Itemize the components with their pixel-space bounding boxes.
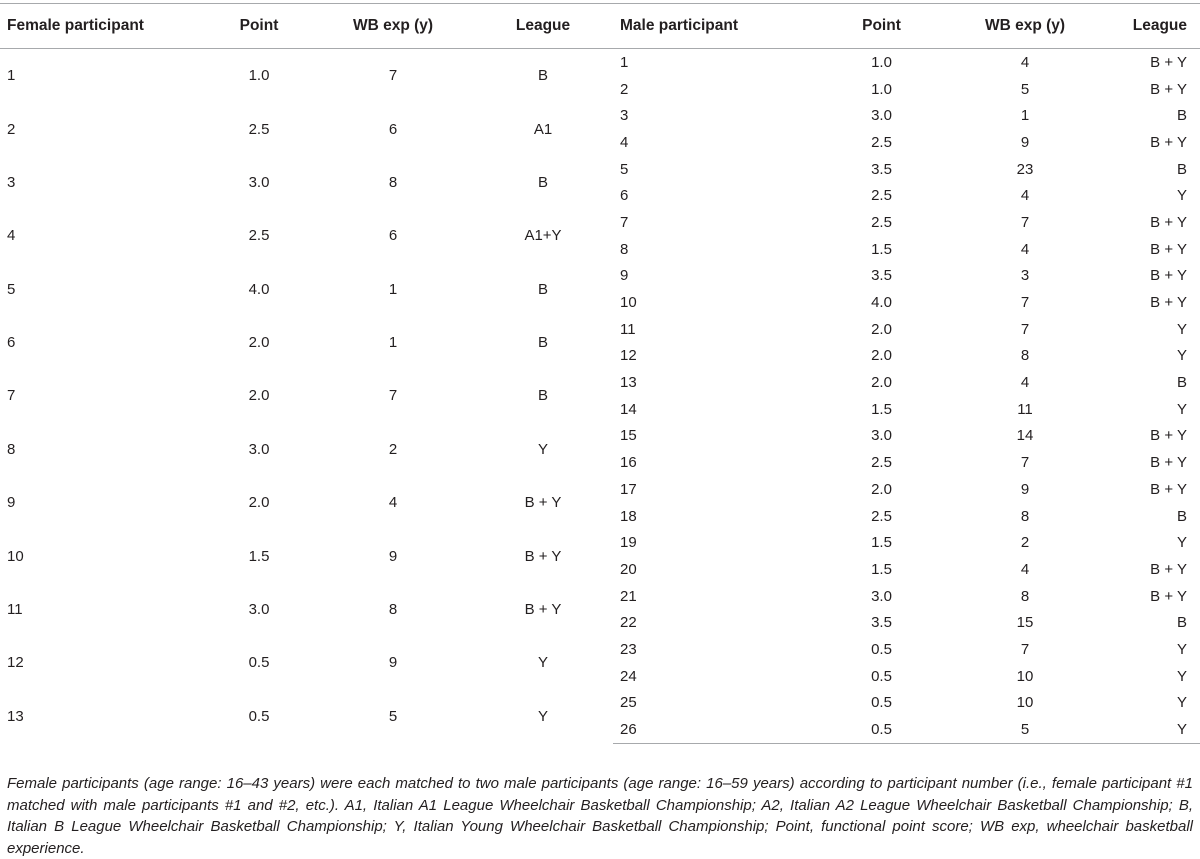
male-point-cell: 3.5 — [871, 160, 892, 178]
male-wb-exp-cell: 8 — [1020, 507, 1030, 525]
female-wb-exp-cell: 7 — [388, 387, 398, 405]
male-point-cell: 2.0 — [871, 480, 892, 498]
female-participant-cell: 1 — [7, 67, 16, 85]
female-wb-exp-cell: 8 — [388, 600, 398, 618]
header-male-participant: Male participant — [613, 4, 818, 49]
male-wb-exp-cell: 14 — [1016, 427, 1034, 445]
header-male-league: League — [1105, 4, 1200, 49]
female-participant-cell: 4 — [7, 227, 16, 245]
male-point-cell: 0.5 — [871, 694, 892, 712]
male-wb-exp-cell: 7 — [1020, 213, 1030, 231]
male-participant-cell: 23 — [620, 640, 637, 658]
female-participant-cell: 6 — [7, 334, 16, 352]
female-point-cell: 2.5 — [248, 227, 270, 245]
male-league-cell: Y — [1176, 534, 1187, 552]
male-league-cell: B — [1176, 107, 1187, 125]
male-wb-exp-cell: 5 — [1020, 80, 1030, 98]
male-point-cell: 2.0 — [871, 320, 892, 338]
male-league-cell: Y — [1105, 716, 1200, 743]
male-league-cell: Y — [1176, 347, 1187, 365]
male-league-cell: B + Y — [1150, 294, 1187, 312]
male-participant-cell: 18 — [620, 507, 637, 525]
female-point-cell: 2.0 — [248, 494, 270, 512]
male-participant-cell: 2 — [620, 80, 629, 98]
female-participant-cell: 13 — [7, 707, 24, 725]
male-point-cell: 2.0 — [871, 374, 892, 392]
male-point-cell: 0.5 — [871, 667, 892, 685]
table-row — [0, 583, 1200, 610]
header-female-point: Point — [205, 4, 313, 49]
participants-table — [0, 3, 1200, 744]
male-wb-exp-cell: 5 — [945, 716, 1105, 743]
female-league-cell: B + Y — [524, 494, 562, 512]
female-wb-exp-cell: 2 — [388, 440, 398, 458]
male-wb-exp-cell: 10 — [1016, 694, 1034, 712]
male-league-cell: Y — [1176, 640, 1187, 658]
female-point-cell: 0.5 — [248, 654, 270, 672]
table-row — [0, 209, 1200, 236]
table-row — [0, 102, 1200, 129]
male-point-cell: 0.5 — [871, 640, 892, 658]
female-league-cell: B — [537, 387, 548, 405]
male-participant-cell: 20 — [620, 560, 637, 578]
male-point-cell: 2.5 — [871, 213, 892, 231]
female-league-cell: B — [537, 173, 548, 191]
male-wb-exp-cell: 15 — [1016, 614, 1034, 632]
male-participant-cell: 21 — [620, 587, 637, 605]
female-participant-cell: 9 — [7, 494, 16, 512]
female-wb-exp-cell: 6 — [388, 120, 398, 138]
male-league-cell: B + Y — [1150, 454, 1187, 472]
female-league-cell: Y — [537, 440, 548, 458]
female-point-cell: 2.0 — [248, 334, 270, 352]
male-league-cell: B + Y — [1150, 80, 1187, 98]
male-league-cell: Y — [1176, 667, 1187, 685]
male-wb-exp-cell: 4 — [1020, 374, 1030, 392]
male-participant-cell: 22 — [620, 614, 637, 632]
male-point-cell: 2.0 — [871, 347, 892, 365]
female-point-cell: 0.5 — [248, 707, 270, 725]
female-participant-cell: 11 — [7, 600, 23, 618]
male-league-cell: Y — [1176, 320, 1187, 338]
male-league-cell: B + Y — [1150, 53, 1187, 71]
header-female-wb-exp: WB exp (y) — [313, 4, 473, 49]
male-point-cell: 1.5 — [871, 400, 892, 418]
male-participant-cell: 15 — [620, 427, 637, 445]
male-league-cell: Y — [1176, 694, 1187, 712]
male-participant-cell: 8 — [620, 240, 629, 258]
header-male-point: Point — [818, 4, 945, 49]
female-point-cell: 1.0 — [248, 67, 270, 85]
male-participant-cell: 7 — [620, 213, 629, 231]
male-point-cell: 2.5 — [871, 133, 892, 151]
female-wb-exp-cell: 1 — [388, 334, 398, 352]
header-male-wb-exp: WB exp (y) — [945, 4, 1105, 49]
table-footnote: Female participants (age range: 16–43 years) were each matched to two male participants (age range: 16–59 years) according to participant number (i.e., female participant #1 matched with male participants #1 and #2, etc.). A1, Italian A1 League Wheelchair Basketball Championship; A2, Italian A2 League Wheelchair Basketball Championship; B, Italian B League Wheelchair Basketball Championship; Y, Italian Young Wheelchair Basketball Championship; Point, functional point score; WB exp, wheelchair basketball experience. — [7, 775, 1193, 857]
male-wb-exp-cell: 7 — [1020, 454, 1030, 472]
male-wb-exp-cell: 2 — [1020, 534, 1030, 552]
female-participant-cell: 10 — [7, 547, 24, 565]
male-league-cell: B + Y — [1150, 480, 1187, 498]
table-row — [0, 423, 1200, 450]
female-wb-exp-cell: 1 — [388, 280, 398, 298]
male-wb-exp-cell: 4 — [1020, 560, 1030, 578]
female-league-cell: B + Y — [524, 547, 562, 565]
male-point-cell: 4.0 — [871, 294, 892, 312]
female-wb-exp-cell: 8 — [388, 173, 398, 191]
male-point-cell: 3.5 — [871, 267, 892, 285]
male-league-cell: B — [1176, 507, 1187, 525]
male-point-cell: 2.5 — [871, 454, 892, 472]
female-point-cell: 4.0 — [248, 280, 270, 298]
male-point-cell: 1.5 — [871, 560, 892, 578]
male-league-cell: Y — [1176, 187, 1187, 205]
male-wb-exp-cell: 4 — [1020, 187, 1030, 205]
male-wb-exp-cell: 8 — [1020, 587, 1030, 605]
male-wb-exp-cell: 4 — [1020, 53, 1030, 71]
male-wb-exp-cell: 7 — [1020, 320, 1030, 338]
male-wb-exp-cell: 3 — [1020, 267, 1030, 285]
female-league-cell: B — [537, 280, 548, 298]
male-wb-exp-cell: 9 — [1020, 480, 1030, 498]
female-league-cell: B — [537, 334, 548, 352]
table-row — [0, 636, 1200, 663]
male-participant-cell: 6 — [620, 187, 629, 205]
male-participant-cell: 12 — [620, 347, 637, 365]
female-participant-cell: 7 — [7, 387, 16, 405]
table-row — [0, 316, 1200, 343]
table-row — [0, 49, 1200, 76]
male-wb-exp-cell: 8 — [1020, 347, 1030, 365]
male-participant-cell: 24 — [620, 667, 637, 685]
male-league-cell: B — [1176, 614, 1187, 632]
female-wb-exp-cell: 5 — [388, 707, 398, 725]
table-body — [0, 49, 1200, 744]
male-league-cell: B + Y — [1150, 560, 1187, 578]
female-league-cell: A1 — [533, 120, 553, 138]
male-wb-exp-cell: 7 — [1020, 640, 1030, 658]
male-participant-cell: 5 — [620, 160, 629, 178]
female-wb-exp-cell: 7 — [388, 67, 398, 85]
female-league-cell: A1+Y — [524, 227, 562, 245]
male-wb-exp-cell: 7 — [1020, 294, 1030, 312]
table-row — [0, 369, 1200, 396]
female-participant-cell: 2 — [7, 120, 16, 138]
table-row — [0, 529, 1200, 556]
male-participant-cell: 17 — [620, 480, 637, 498]
male-wb-exp-cell: 1 — [1020, 107, 1030, 125]
female-league-cell: B + Y — [524, 600, 562, 618]
male-league-cell: B + Y — [1150, 133, 1187, 151]
male-participant-cell: 16 — [620, 454, 637, 472]
male-point-cell: 1.5 — [871, 534, 892, 552]
male-point-cell: 2.5 — [871, 507, 892, 525]
header-row — [0, 4, 1200, 49]
male-point-cell: 3.0 — [871, 427, 892, 445]
table-row — [0, 476, 1200, 503]
male-wb-exp-cell: 23 — [1016, 160, 1034, 178]
female-point-cell: 3.0 — [248, 440, 270, 458]
female-point-cell: 1.5 — [248, 547, 270, 565]
male-wb-exp-cell: 4 — [1020, 240, 1030, 258]
table-row — [0, 156, 1200, 183]
table-row — [0, 263, 1200, 290]
female-point-cell: 3.0 — [248, 600, 270, 618]
female-league-cell: Y — [537, 707, 548, 725]
male-participant-cell: 19 — [620, 534, 637, 552]
female-point-cell: 3.0 — [248, 173, 270, 191]
male-league-cell: B — [1176, 160, 1187, 178]
female-participant-cell: 8 — [7, 440, 16, 458]
female-wb-exp-cell: 4 — [388, 494, 398, 512]
female-point-cell: 2.0 — [248, 387, 270, 405]
female-participant-cell: 3 — [7, 173, 16, 191]
male-participant-cell: 9 — [620, 267, 629, 285]
male-wb-exp-cell: 11 — [1017, 400, 1033, 418]
male-participant-cell: 25 — [620, 694, 637, 712]
female-participant-cell: 12 — [7, 654, 24, 672]
male-league-cell: B + Y — [1150, 240, 1187, 258]
male-participant-cell: 14 — [620, 400, 637, 418]
male-participant-cell: 4 — [620, 133, 629, 151]
male-league-cell: B + Y — [1150, 427, 1187, 445]
male-point-cell: 3.0 — [871, 107, 892, 125]
female-wb-exp-cell: 9 — [388, 654, 398, 672]
female-point-cell: 2.5 — [248, 120, 270, 138]
male-league-cell: Y — [1176, 400, 1187, 418]
female-league-cell: Y — [537, 654, 548, 672]
male-participant-cell: 26 — [613, 716, 818, 743]
male-participant-cell: 1 — [620, 53, 629, 71]
male-league-cell: B + Y — [1150, 213, 1187, 231]
male-point-cell: 1.0 — [871, 53, 892, 71]
male-participant-cell: 10 — [620, 294, 637, 312]
male-point-cell: 0.5 — [818, 716, 945, 743]
male-point-cell: 3.5 — [871, 614, 892, 632]
female-participant-cell: 5 — [7, 280, 16, 298]
male-point-cell: 1.5 — [871, 240, 892, 258]
male-point-cell: 3.0 — [871, 587, 892, 605]
female-wb-exp-cell: 6 — [388, 227, 398, 245]
male-league-cell: B + Y — [1150, 267, 1187, 285]
male-wb-exp-cell: 10 — [1016, 667, 1034, 685]
male-league-cell: B + Y — [1150, 587, 1187, 605]
header-female-league: League — [473, 4, 613, 49]
male-wb-exp-cell: 9 — [1020, 133, 1030, 151]
table-row — [0, 690, 1200, 717]
male-league-cell: B — [1176, 374, 1187, 392]
header-female-participant: Female participant — [0, 4, 205, 49]
male-point-cell: 1.0 — [871, 80, 892, 98]
male-participant-cell: 11 — [620, 320, 636, 338]
female-league-cell: B — [537, 67, 548, 85]
male-point-cell: 2.5 — [871, 187, 892, 205]
male-participant-cell: 3 — [620, 107, 629, 125]
female-wb-exp-cell: 9 — [388, 547, 398, 565]
male-participant-cell: 13 — [620, 374, 637, 392]
